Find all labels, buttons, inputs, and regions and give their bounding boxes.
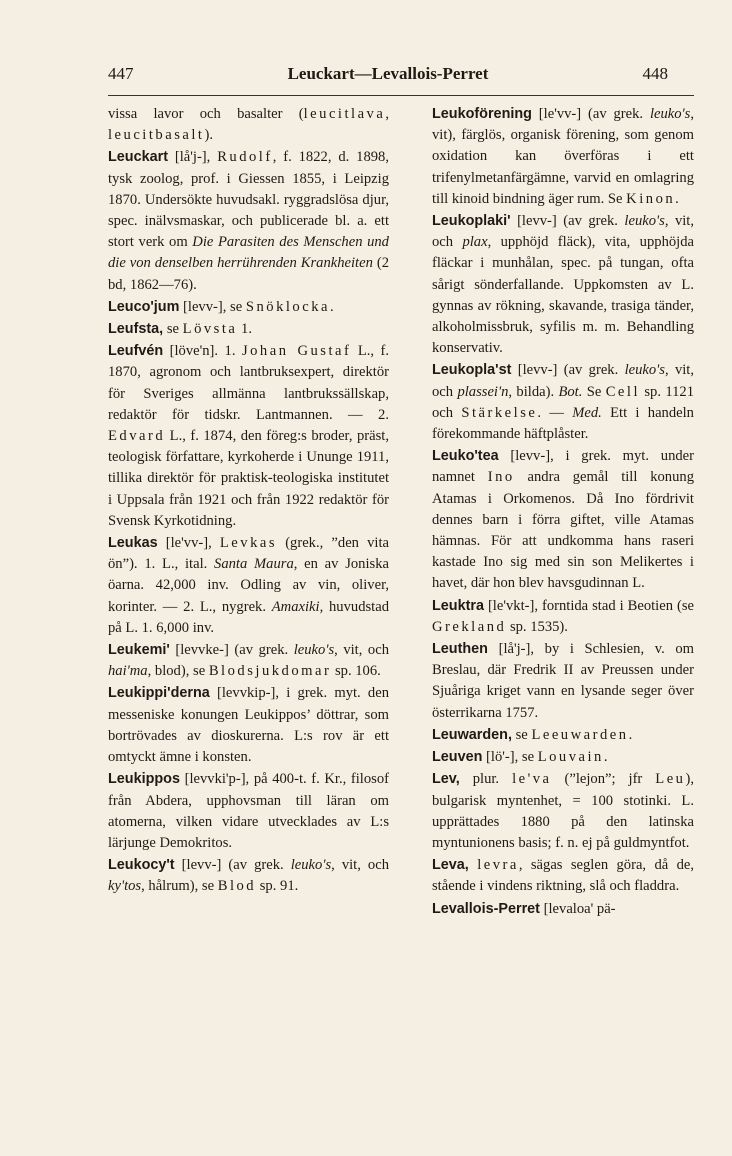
dictionary-entry xyxy=(432,725,694,746)
entry-text: [levv-] (av grek. xyxy=(511,362,625,379)
entry-text: leuko's xyxy=(624,213,665,230)
entry-text: plassei'n xyxy=(457,383,509,400)
entry-headword: Leva, xyxy=(432,857,469,874)
entry-text: Cell xyxy=(605,383,641,400)
entry-text: , bilda). xyxy=(508,383,559,400)
entry-text: Blodsjukdomar xyxy=(208,663,332,680)
entry-text: [lö'-], se xyxy=(482,749,538,766)
entry-text: [levv-] (av grek. xyxy=(174,857,291,874)
entry-text: Rudolf xyxy=(217,149,273,166)
entry-text: le'va xyxy=(512,771,552,788)
dictionary-entry xyxy=(432,360,694,445)
entry-headword: Leuthen xyxy=(432,641,488,658)
dictionary-entry xyxy=(108,533,389,639)
entry-text: L., f. 1874, den föreg:s broder, präst, teologisk författare, kyrkoherde i Ununge 1911, tillika direktör för praktisk-teologiska institutet i Uppsala från 1921 och från 1922 redaktör för Svensk Kyrkotidning. xyxy=(108,428,389,529)
entry-text: Leu xyxy=(655,771,686,788)
entry-text: Se xyxy=(582,383,606,400)
page-number-left: 447 xyxy=(108,64,134,83)
entry-text: Grekland xyxy=(432,618,507,635)
dictionary-entry xyxy=(432,899,694,920)
entry-text: Ino xyxy=(487,469,515,486)
entry-text: sp. 91. xyxy=(256,878,299,895)
entry-text: (grek., ”den vita ön”). 1. L., ital. xyxy=(108,535,390,573)
entry-text: [levv-], i grek. myt. under namnet xyxy=(432,448,694,486)
entry-text: se xyxy=(511,726,532,743)
entry-text: se xyxy=(163,321,183,338)
entry-text: Louvain xyxy=(537,749,604,766)
entry-text: plax xyxy=(462,234,488,251)
dictionary-entry xyxy=(432,639,694,724)
entry-text: Med. xyxy=(572,404,602,421)
page-number-right: 448 xyxy=(642,64,668,83)
entry-text: andra gemål till konung Atamas i Orkomenos. Då Ino fördrivit dennes barn i förra giftet, ville Atamas hämnas. För att undkomma hans raseri kastade Ino sig med sin son Melikertes i havet, där hon blev havsgudinnan L. xyxy=(432,469,694,592)
entry-text: vissa lavor och basalter ( xyxy=(108,106,304,122)
entry-text: (2 bd, 1862—76). xyxy=(108,255,389,293)
entry-headword: Leukopla'st xyxy=(432,362,512,379)
entry-headword: Leuktra xyxy=(432,597,484,614)
entry-text: hai'ma xyxy=(108,663,148,680)
dictionary-entry xyxy=(108,341,389,532)
dictionary-entry xyxy=(432,747,694,768)
entry-text: Bot. xyxy=(558,383,583,400)
entry-headword: Leuwarden, xyxy=(432,726,512,743)
entry-text: [levv-], se xyxy=(179,298,246,315)
entry-text xyxy=(469,857,477,873)
entry-headword: Leukocy't xyxy=(108,857,175,874)
dictionary-entry xyxy=(108,855,389,897)
entry-text: leuko's xyxy=(624,362,665,379)
entry-text: [le'vv-], xyxy=(157,535,220,552)
entry-text: ). xyxy=(204,127,213,144)
entry-text: . — xyxy=(537,404,573,421)
entry-headword: Leufvén xyxy=(108,343,164,360)
left-column xyxy=(108,104,389,899)
entry-headword: Leuven xyxy=(432,749,483,766)
entry-text: . xyxy=(675,190,679,207)
entry-text: plur. xyxy=(459,771,513,788)
entry-text: [le'vkt-], forntida stad i Beotien (se xyxy=(483,597,694,614)
entry-text: Edvard xyxy=(108,428,166,445)
entry-text: Kinon xyxy=(626,190,676,207)
entry-text: 1. xyxy=(237,321,252,338)
entry-headword: Leuko'tea xyxy=(432,448,499,465)
dictionary-entry xyxy=(108,297,389,318)
entry-text: Johan Gustaf xyxy=(241,343,352,360)
entry-text: Ett i handeln förekommande häftplåster. xyxy=(432,404,694,443)
entry-text: , upphöjd fläck), vita, upphöjda fläckar i munhålan, spec. på tungan, ofta sårigt sönderfallande. Uppkomsten av L. gynnas av rökning, skavande, trasiga tänder, alkoholmissbruk, syfilis m. m. Behandling konservativ. xyxy=(432,234,694,357)
entry-text: , vit, och xyxy=(334,642,389,659)
entry-text: [levvkip-], i grek. myt. den messeniske konungen Leukippos’ döttrar, som bortrövades av dioskurerna. L:s rov är ett omtyckt ämne i konsten. xyxy=(108,685,389,766)
entry-text: . xyxy=(329,298,334,315)
dictionary-entry xyxy=(432,104,694,210)
entry-text: Leeuwarden xyxy=(531,726,629,743)
dictionary-entry xyxy=(432,855,694,897)
entry-text: [lеvaloa' pä- xyxy=(539,900,616,917)
dictionary-entry xyxy=(108,683,389,768)
entry-headword: Leuckart xyxy=(108,149,168,166)
entry-headword: Leufsta, xyxy=(108,321,164,338)
dictionary-entry xyxy=(432,446,694,594)
entry-text: Snöklocka xyxy=(245,298,330,315)
entry-text: Stärkelse xyxy=(461,404,538,421)
dictionary-entry xyxy=(108,104,389,146)
dictionary-entry xyxy=(108,769,389,854)
entry-text: , xyxy=(385,106,389,122)
entry-text: [levv-] (av grek. xyxy=(510,213,625,230)
dictionary-entry xyxy=(108,319,389,340)
entry-text: , hålrum), se xyxy=(141,878,218,895)
entry-headword: Leukippos xyxy=(108,771,180,788)
dictionary-entry xyxy=(108,640,389,682)
entry-text: [levvki'p-], på 400-t. f. Kr., filosof från Abdera, upphovsman till läran om atomerna, vilken vidare utvecklades av L:s lärjunge Demokritos. xyxy=(108,771,389,851)
dictionary-entry xyxy=(432,769,694,854)
entry-text: [lå'j-], xyxy=(168,149,218,166)
entry-text: sp. 1535). xyxy=(506,618,568,635)
entry-headword: Leukas xyxy=(108,535,158,552)
entry-text: leuko's xyxy=(649,106,691,122)
dictionary-entry xyxy=(432,596,694,638)
entry-text: , vit, och xyxy=(432,362,695,400)
entry-headword: Leuco'jum xyxy=(108,298,180,315)
entry-text: Levkas xyxy=(219,535,278,552)
entry-text: sp. 1121 och xyxy=(432,383,694,421)
entry-text: Lövsta xyxy=(182,321,238,338)
entry-headword: Levallois-Perret xyxy=(432,900,540,917)
entry-text: (”lejon”; jfr xyxy=(551,771,656,788)
entry-text: ), bulgarisk myntenhet, = 100 stotinki. L. upprättades 1880 på den latinska myntunionens basis; f. n. ej på guldmyntfot. xyxy=(432,771,694,851)
entry-text: Blod xyxy=(217,878,257,895)
entry-headword: Leukoplaki' xyxy=(432,213,511,230)
dictionary-entry xyxy=(108,147,389,295)
entry-text: , en av Joniska öarna. 42,000 inv. Odling av vin, oliver, korinter. — 2. L., nygrek. xyxy=(108,556,389,615)
entry-text: Santa Maura xyxy=(214,556,294,573)
running-title: Leuckart—Levallois-Perret xyxy=(287,64,489,83)
entry-text: , sägas seglen göra, då de, stående i vindens riktning, slå och fladdra. xyxy=(432,857,694,895)
entry-text: leuko's xyxy=(290,857,332,874)
entry-headword: Leukemi' xyxy=(108,642,170,659)
entry-text: , vit, och xyxy=(432,213,695,251)
entry-text: . xyxy=(603,749,608,766)
entry-text: [levvke-] (av grek. xyxy=(169,642,294,659)
entry-text: , blod), se xyxy=(147,663,209,680)
entry-text: . xyxy=(628,726,633,743)
entry-headword: Lev, xyxy=(432,771,460,788)
entry-text: , f. 1822, d. 1898, tysk zoolog, prof. i Giessen 1855, i Leipzig 1870. Undersökte huvudsakl. ryggradslösa djur, spec. inälvsmaskar, och publicerade bl. a. ett stort verk om xyxy=(108,149,389,251)
entry-text: Die Parasiten des Menschen und die von denselben herrührenden Krankheiten xyxy=(108,234,389,272)
entry-text: [löve'n]. 1. xyxy=(163,343,242,360)
right-column xyxy=(432,104,694,921)
header-rule xyxy=(108,95,694,96)
entry-text: L., f. 1870, agronom och lantbruksexpert, direktör för Sveriges allmänna lantbrukssällskap, redaktör för tidskr. Lantmannen. — 2. xyxy=(108,343,389,423)
entry-text: , vit, och xyxy=(331,857,389,874)
page-header xyxy=(108,64,668,88)
entry-text: levra xyxy=(477,857,519,874)
entry-text: Amaxiki xyxy=(271,598,320,615)
entry-text: , vit), färglös, organisk förening, som genom oxidation kan överföras i ett trifenylmetanfärgämne, varvid en omlagring till kinoid bindning äger rum. Se xyxy=(432,106,694,207)
entry-text: [le'vv-] (av grek. xyxy=(531,106,650,122)
entry-headword: Leukippi'derna xyxy=(108,685,210,702)
entry-headword: Leukoförening xyxy=(432,106,532,122)
entry-text: [lå'j-], by i Schlesien, v. om Breslau, där Fredrik II av Preussen under Sjuåriga kriget vann en lysande seger över österrikarna 1757. xyxy=(432,641,694,721)
entry-text: sp. 106. xyxy=(331,663,381,680)
entry-text: leucitlava xyxy=(303,106,386,122)
entry-text: leucitbasalt xyxy=(108,127,205,144)
entry-text: ky'tos xyxy=(108,878,142,895)
dictionary-entry xyxy=(432,211,694,359)
entry-text: , huvudstad på L. 1. 6,000 inv. xyxy=(108,598,389,636)
entry-text: leuko's xyxy=(293,642,335,659)
